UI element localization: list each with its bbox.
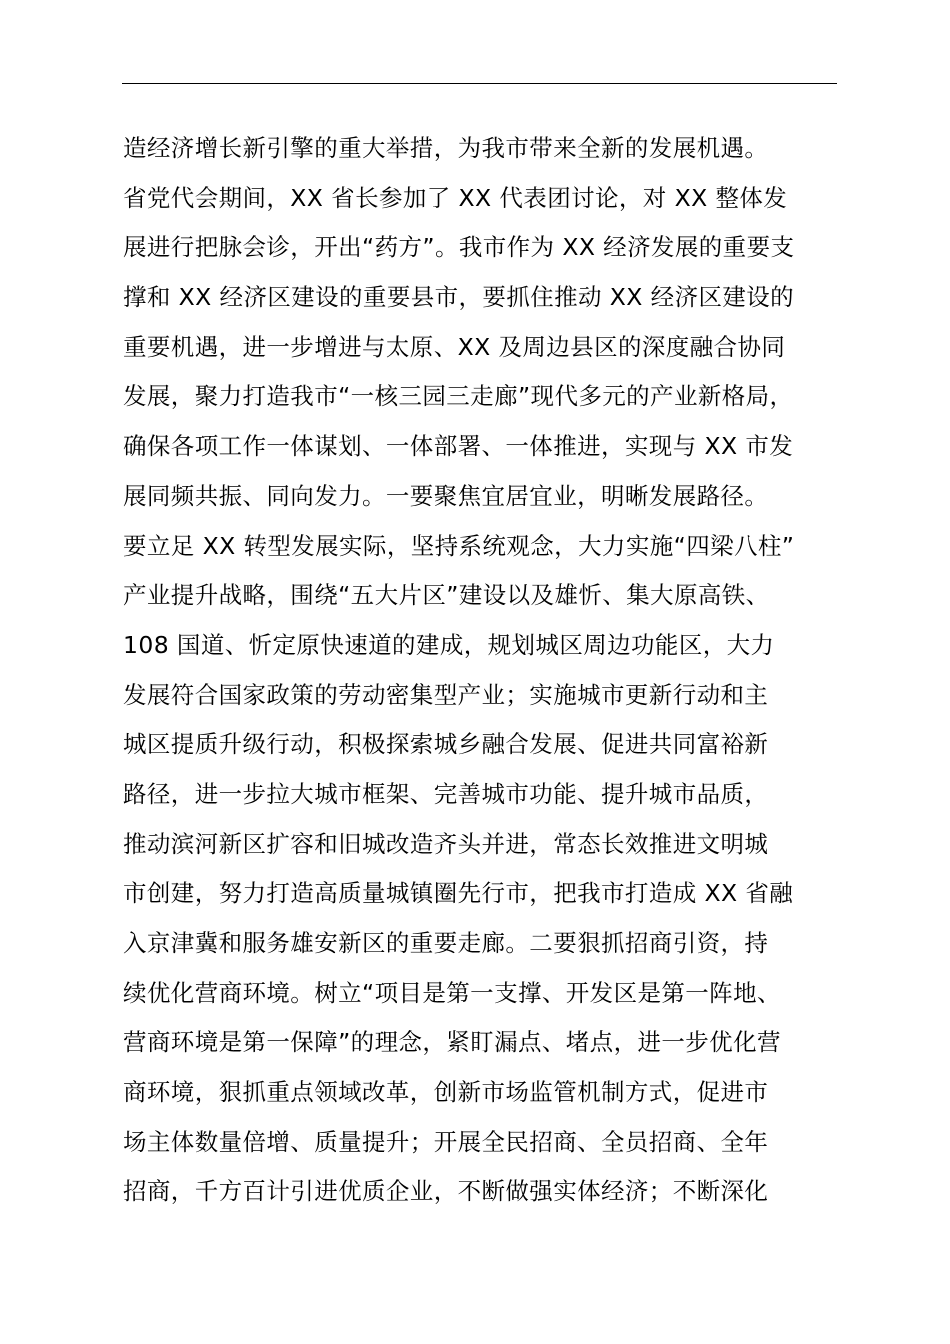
text-line: 发展符合国家政策的劳动密集型产业；实施城市更新行动和主 <box>123 680 769 709</box>
text-line: 发展，聚力打造我市“一核三园三走廊”现代多元的产业新格局， <box>123 382 794 411</box>
text-line: 省党代会期间，XX 省长参加了 XX 代表团讨论，对 XX 整体发 <box>123 183 788 212</box>
text-line: 推动滨河新区扩容和旧城改造齐头并进，常态长效推进文明城 <box>123 829 769 858</box>
text-line: 场主体数量倍增、质量提升；开展全民招商、全员招商、全年 <box>123 1127 769 1156</box>
text-line: 城区提质升级行动，积极探索城乡融合发展、促进共同富裕新 <box>123 730 769 759</box>
text-line: 要立足 XX 转型发展实际，坚持系统观念，大力实施“四梁八柱” <box>123 531 795 560</box>
text-line: 入京津冀和服务雄安新区的重要走廊。二要狠抓招商引资，持 <box>123 929 769 957</box>
text-line: 重要机遇，进一步增进与太原、XX 及周边县区的深度融合协同 <box>123 332 786 361</box>
text-line: 展进行把脉会诊，开出“药方”。我市作为 XX 经济发展的重要支 <box>123 233 795 262</box>
text-line: 产业提升战略，围绕“五大片区”建设以及雄忻、集大原高铁、 <box>123 581 770 610</box>
text-line: 商环境，狠抓重点领域改革，创新市场监管机制方式，促进市 <box>123 1078 769 1107</box>
text-line: 撑和 XX 经济区建设的重要县市，要抓住推动 XX 经济区建设的 <box>123 283 795 312</box>
header-divider <box>122 83 837 84</box>
text-line: 招商，千方百计引进优质企业，不断做强实体经济；不断深化 <box>123 1177 769 1206</box>
text-line: 确保各项工作一体谋划、一体部署、一体推进，实现与 XX 市发 <box>123 432 794 461</box>
text-line: 营商环境是第一保障”的理念，紧盯漏点、堵点，进一步优化营 <box>123 1028 781 1057</box>
text-line: 续优化营商环境。树立“项目是第一支撑、开发区是第一阵地、 <box>123 978 781 1007</box>
text-line: 市创建，努力打造高质量城镇圈先行市，把我市打造成 XX 省融 <box>123 879 794 908</box>
text-line: 108 国道、忻定原快速道的建成，规划城区周边功能区，大力 <box>123 630 775 659</box>
text-line: 展同频共振、同向发力。一要聚焦宜居宜业，明晰发展路径。 <box>123 481 769 510</box>
text-line: 造经济增长新引擎的重大举措，为我市带来全新的发展机遇。 <box>123 134 769 162</box>
body-text <box>123 124 843 1217</box>
text-line: 路径，进一步拉大城市框架、完善城市功能、提升城市品质， <box>123 779 769 808</box>
